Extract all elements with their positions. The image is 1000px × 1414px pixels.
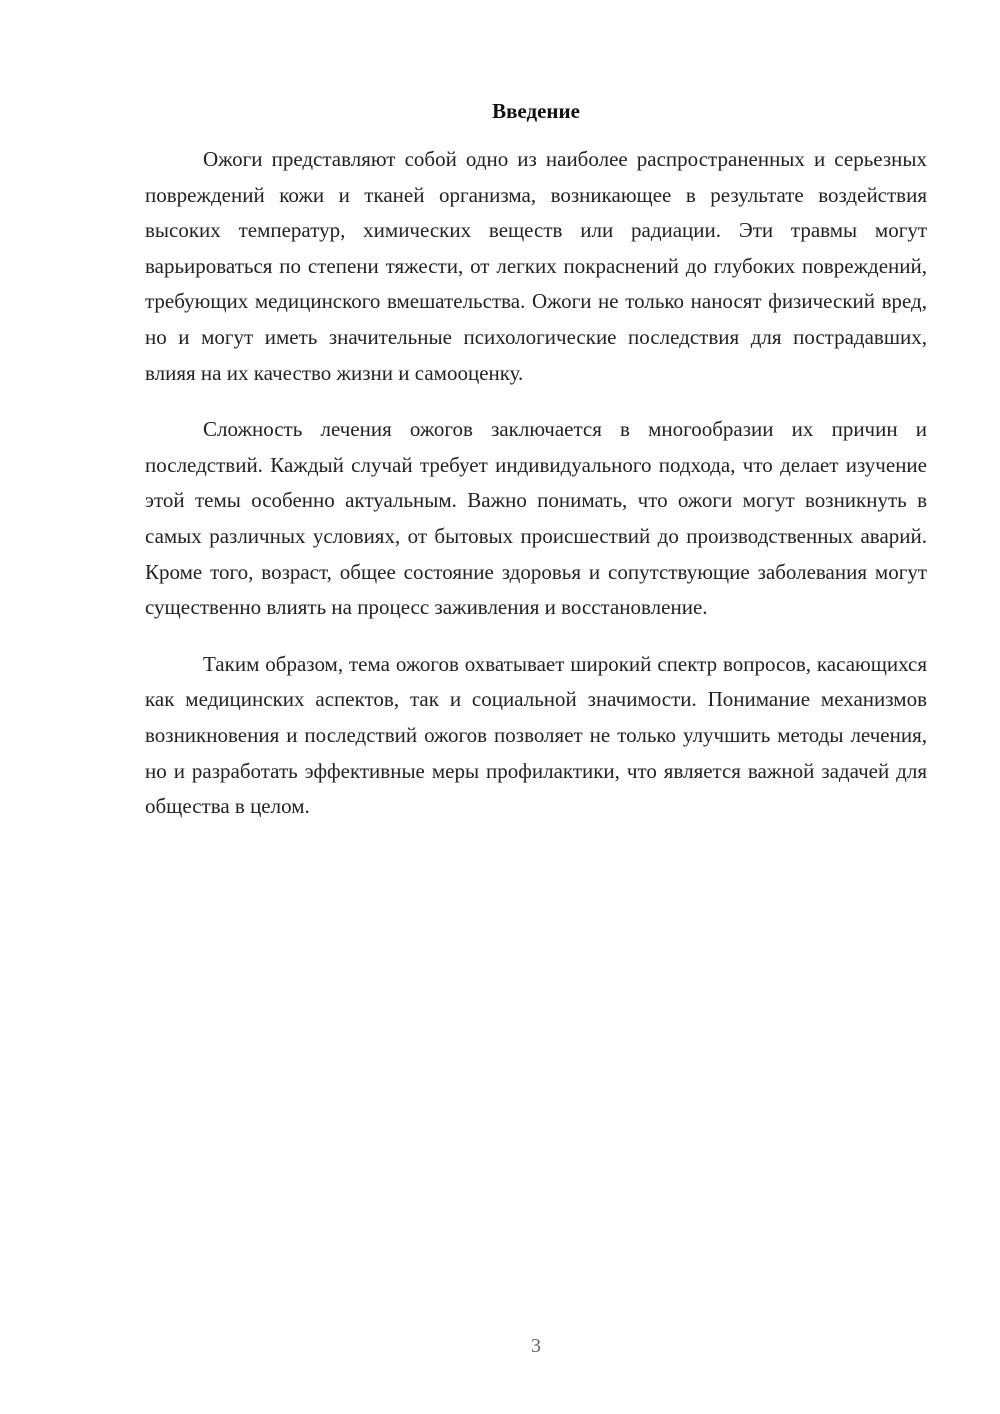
paragraph-3: Таким образом, тема ожогов охватывает широкий спектр вопросов, касающихся как медицинских аспектов, так и социальной значимости. Понимание механизмов возникновения и последствий ожогов позволяет не только улучшить методы лечения, но и разработать эффективные меры профилактики, что является важной задачей для общества в целом. [145, 651, 927, 819]
paragraph-1: Ожоги представляют собой одно из наиболее распространенных и серьезных повреждений кожи и тканей организма, возникающее в результате воздействия высоких температур, химических веществ или радиации. Эти травмы могут варьироваться по степени тяжести, от легких покраснений до глубоких повреждений, требующих медицинского вмешательства. Ожоги не только наносят физический вред, но и могут иметь значительные психологические последствия для пострадавших, влияя на их качество жизни и самооценку. [145, 147, 927, 385]
paragraph-2: Сложность лечения ожогов заключается в многообразии их причин и последствий. Каждый случай требует индивидуального подхода, что делает изучение этой темы особенно актуальным. Важно понимать, что ожоги могут возникнуть в самых различных условиях, от бытовых происшествий до производственных аварий. Кроме того, возраст, общее состояние здоровья и сопутствующие заболевания могут существенно влиять на процесс заживления и восстановление. [145, 417, 927, 620]
page-number: 3 [531, 1335, 541, 1357]
body-text [145, 142, 927, 846]
section-title: Введение [492, 99, 580, 123]
